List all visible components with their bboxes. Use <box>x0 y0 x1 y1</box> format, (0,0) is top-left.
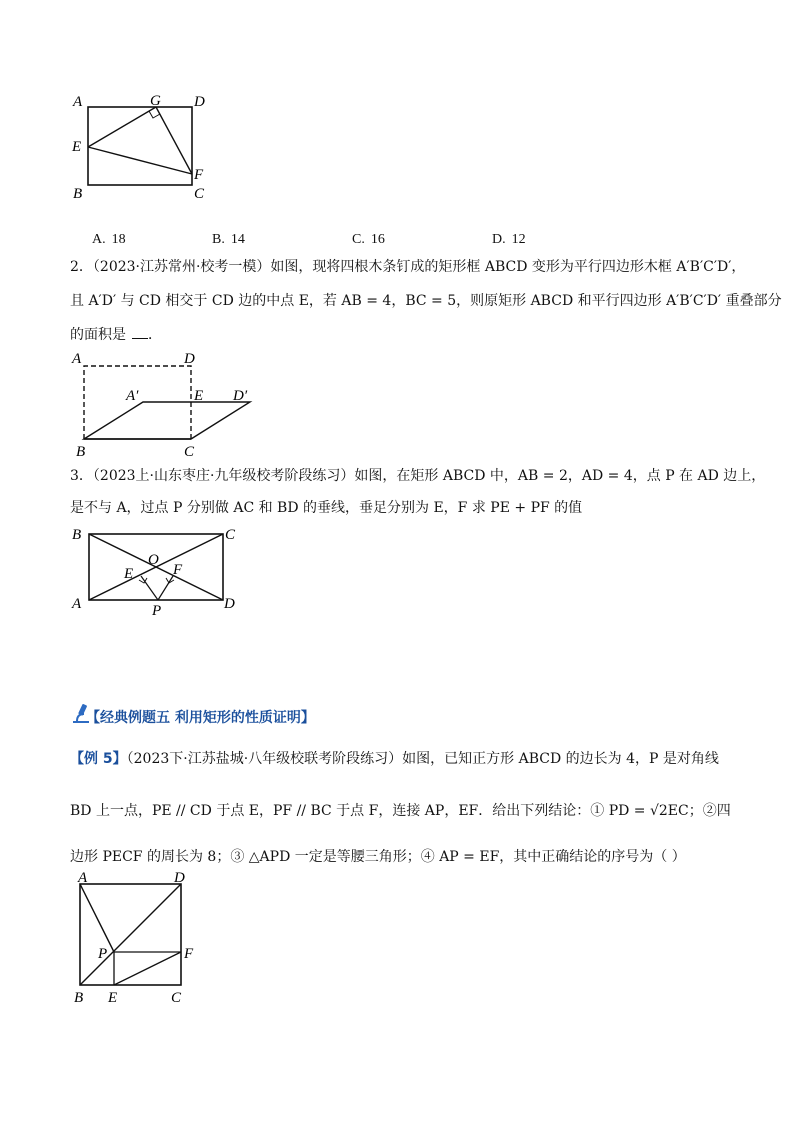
fig3-label-c: C <box>225 527 236 543</box>
fig2-label-c: C <box>184 444 195 460</box>
fig5-label-e: E <box>108 990 118 1006</box>
example-tag: 【例 5】 <box>70 751 127 767</box>
choice-c: C. 16 <box>352 232 385 247</box>
fig1-label-e: E <box>72 139 82 155</box>
choice-b: B. 14 <box>212 232 245 247</box>
q2-line-1: 2．（2023·江苏常州·校考一模）如图，现将四根木条钉成的矩形框 ABCD 变形为平行四边形木框 A′B′C′D′， <box>70 259 746 275</box>
fig1-label-c: C <box>194 186 205 202</box>
fig3-label-a: A <box>72 596 82 612</box>
fig2-label-b: B <box>76 444 86 460</box>
fig2-label-d: D <box>184 351 195 367</box>
figure-2-parallelogram <box>70 348 260 460</box>
ex5-line-1: 【例 5】（2023下·江苏盐城·八年级校联考阶段练习）如图，已知正方形 ABCD 的边长为 4，P 是对角线 <box>70 751 719 767</box>
fig2-label-a-prime: A′ <box>126 388 139 404</box>
figure-5-square <box>66 868 206 1008</box>
fig1-label-b: B <box>73 186 83 202</box>
fig3-label-e: E <box>124 566 134 582</box>
ex5-line-3: 边形 PECF 的周长为 8；③ △APD 一定是等腰三角形；④ AP = EF，其中正确结论的序号为（ ） <box>70 849 686 865</box>
fig3-label-f: F <box>173 562 183 578</box>
q3-line-2: 是不与 A，过点 P 分别做 AC 和 BD 的垂线，垂足分别为 E，F 求 PE + PF 的值 <box>70 500 583 516</box>
fig1-label-a: A <box>73 94 83 110</box>
figure-3-rectangle-diagonals <box>70 522 250 618</box>
choice-a: A. 18 <box>92 232 126 247</box>
q2-line-3: 的面积是 ． <box>70 327 162 343</box>
fig5-label-d: D <box>174 870 185 886</box>
fig3-label-b: B <box>72 527 82 543</box>
q3-line-1: 3．（2023上·山东枣庄·九年级校考阶段练习）如图，在矩形 ABCD 中，AB = 2，AD = 4，点 P 在 AD 边上， <box>70 468 766 484</box>
figure-1-rectangle <box>70 92 220 204</box>
fig5-label-c: C <box>171 990 182 1006</box>
answer-blank <box>132 326 148 339</box>
fig1-label-d: D <box>194 94 205 110</box>
fig1-label-f: F <box>194 167 204 183</box>
fig2-label-a: A <box>72 351 82 367</box>
fig3-label-p: P <box>152 603 162 618</box>
fig5-label-f: F <box>184 946 194 962</box>
fig2-label-e: E <box>194 388 204 404</box>
fig2-label-d-prime: D′ <box>233 388 248 404</box>
fig5-label-p: P <box>98 946 108 962</box>
fig1-label-g: G <box>150 93 161 109</box>
section-title: 【经典例题五 利用矩形的性质证明】 <box>86 710 315 726</box>
q2-line-2: 且 A′D′ 与 CD 相交于 CD 边的中点 E，若 AB = 4，BC = 5，则原矩形 ABCD 和平行四边形 A′B′C′D′ 重叠部分 <box>70 293 782 309</box>
fig3-label-o: O <box>148 552 159 568</box>
fig3-label-d: D <box>224 596 235 612</box>
ex5-line-2: BD 上一点，PE // CD 于点 E，PF // BC 于点 F，连接 AP，EF．给出下列结论：① PD = √2EC；②四 <box>70 803 731 819</box>
fig5-label-b: B <box>74 990 84 1006</box>
choice-d: D. 12 <box>492 232 526 247</box>
fig5-label-a: A <box>78 870 88 886</box>
